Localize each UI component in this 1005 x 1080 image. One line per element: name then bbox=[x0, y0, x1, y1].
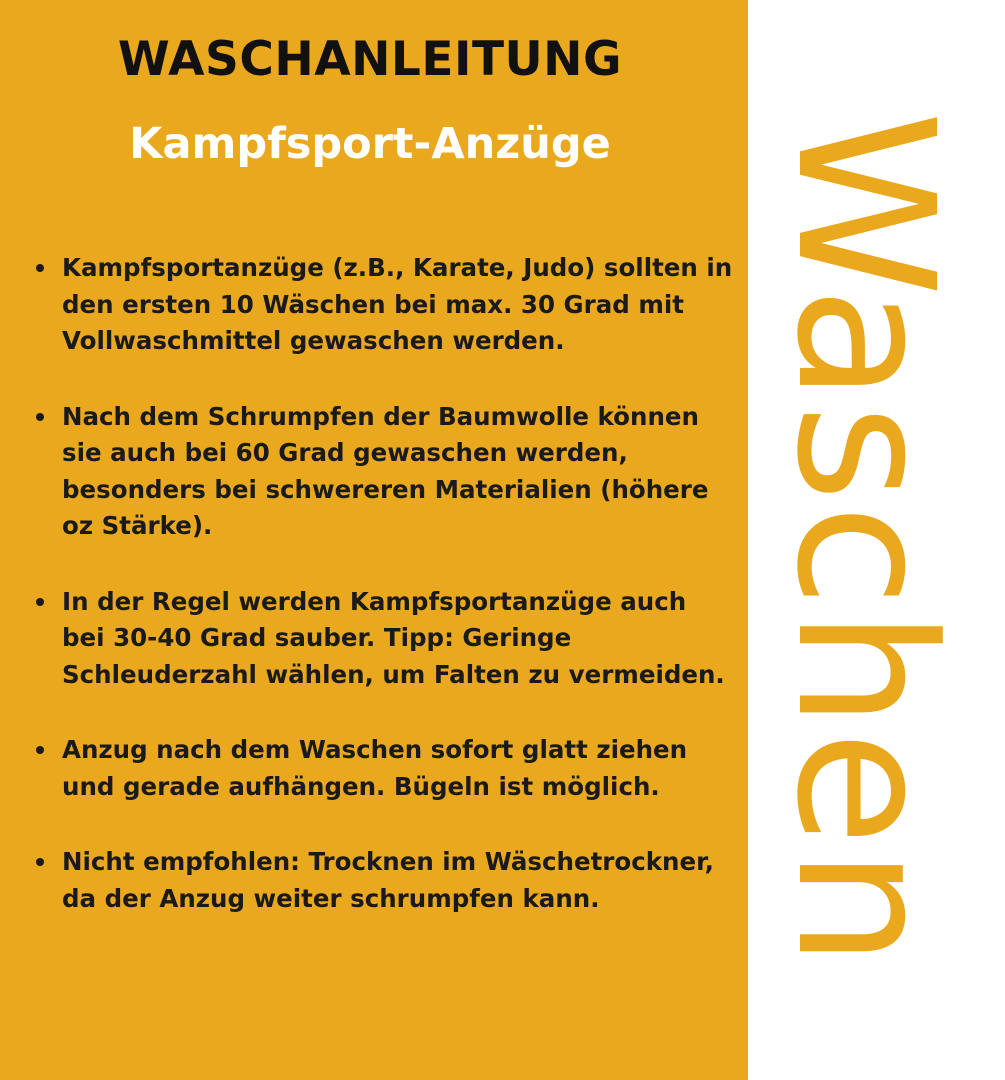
instruction-item bbox=[34, 732, 734, 805]
bullet-icon bbox=[36, 598, 44, 606]
instruction-item bbox=[34, 584, 734, 694]
bullet-icon bbox=[36, 746, 44, 754]
bullet-icon bbox=[36, 264, 44, 272]
instruction-text: Anzug nach dem Waschen sofort glatt ziehen und gerade aufhängen. Bügeln ist möglich. bbox=[62, 735, 688, 801]
instruction-list bbox=[34, 250, 734, 956]
page-subtitle: Kampfsport-Anzüge bbox=[129, 119, 611, 169]
side-label-vertical: Waschen bbox=[755, 110, 974, 970]
instruction-item bbox=[34, 844, 734, 917]
instruction-item bbox=[34, 250, 734, 360]
instruction-text: Nicht empfohlen: Trocknen im Wäschetrockner, da der Anzug weiter schrumpfen kann. bbox=[62, 847, 714, 913]
bullet-icon bbox=[36, 858, 44, 866]
bullet-icon bbox=[36, 413, 44, 421]
instruction-item bbox=[34, 399, 734, 545]
page-title: WASCHANLEITUNG bbox=[117, 32, 623, 87]
instruction-text: Nach dem Schrumpfen der Baumwolle können sie auch bei 60 Grad gewaschen werden, besonders bei schwereren Materialien (höhere oz Stärke). bbox=[62, 401, 709, 540]
instruction-text: Kampfsportanzüge (z.B., Karate, Judo) sollten in den ersten 10 Wäschen bei max. 30 Grad mit Vollwaschmittel gewaschen werden. bbox=[62, 253, 733, 355]
instruction-text: In der Regel werden Kampfsportanzüge auch bei 30-40 Grad sauber. Tipp: Geringe Schleuderzahl wählen, um Falten zu vermeiden. bbox=[62, 586, 725, 689]
